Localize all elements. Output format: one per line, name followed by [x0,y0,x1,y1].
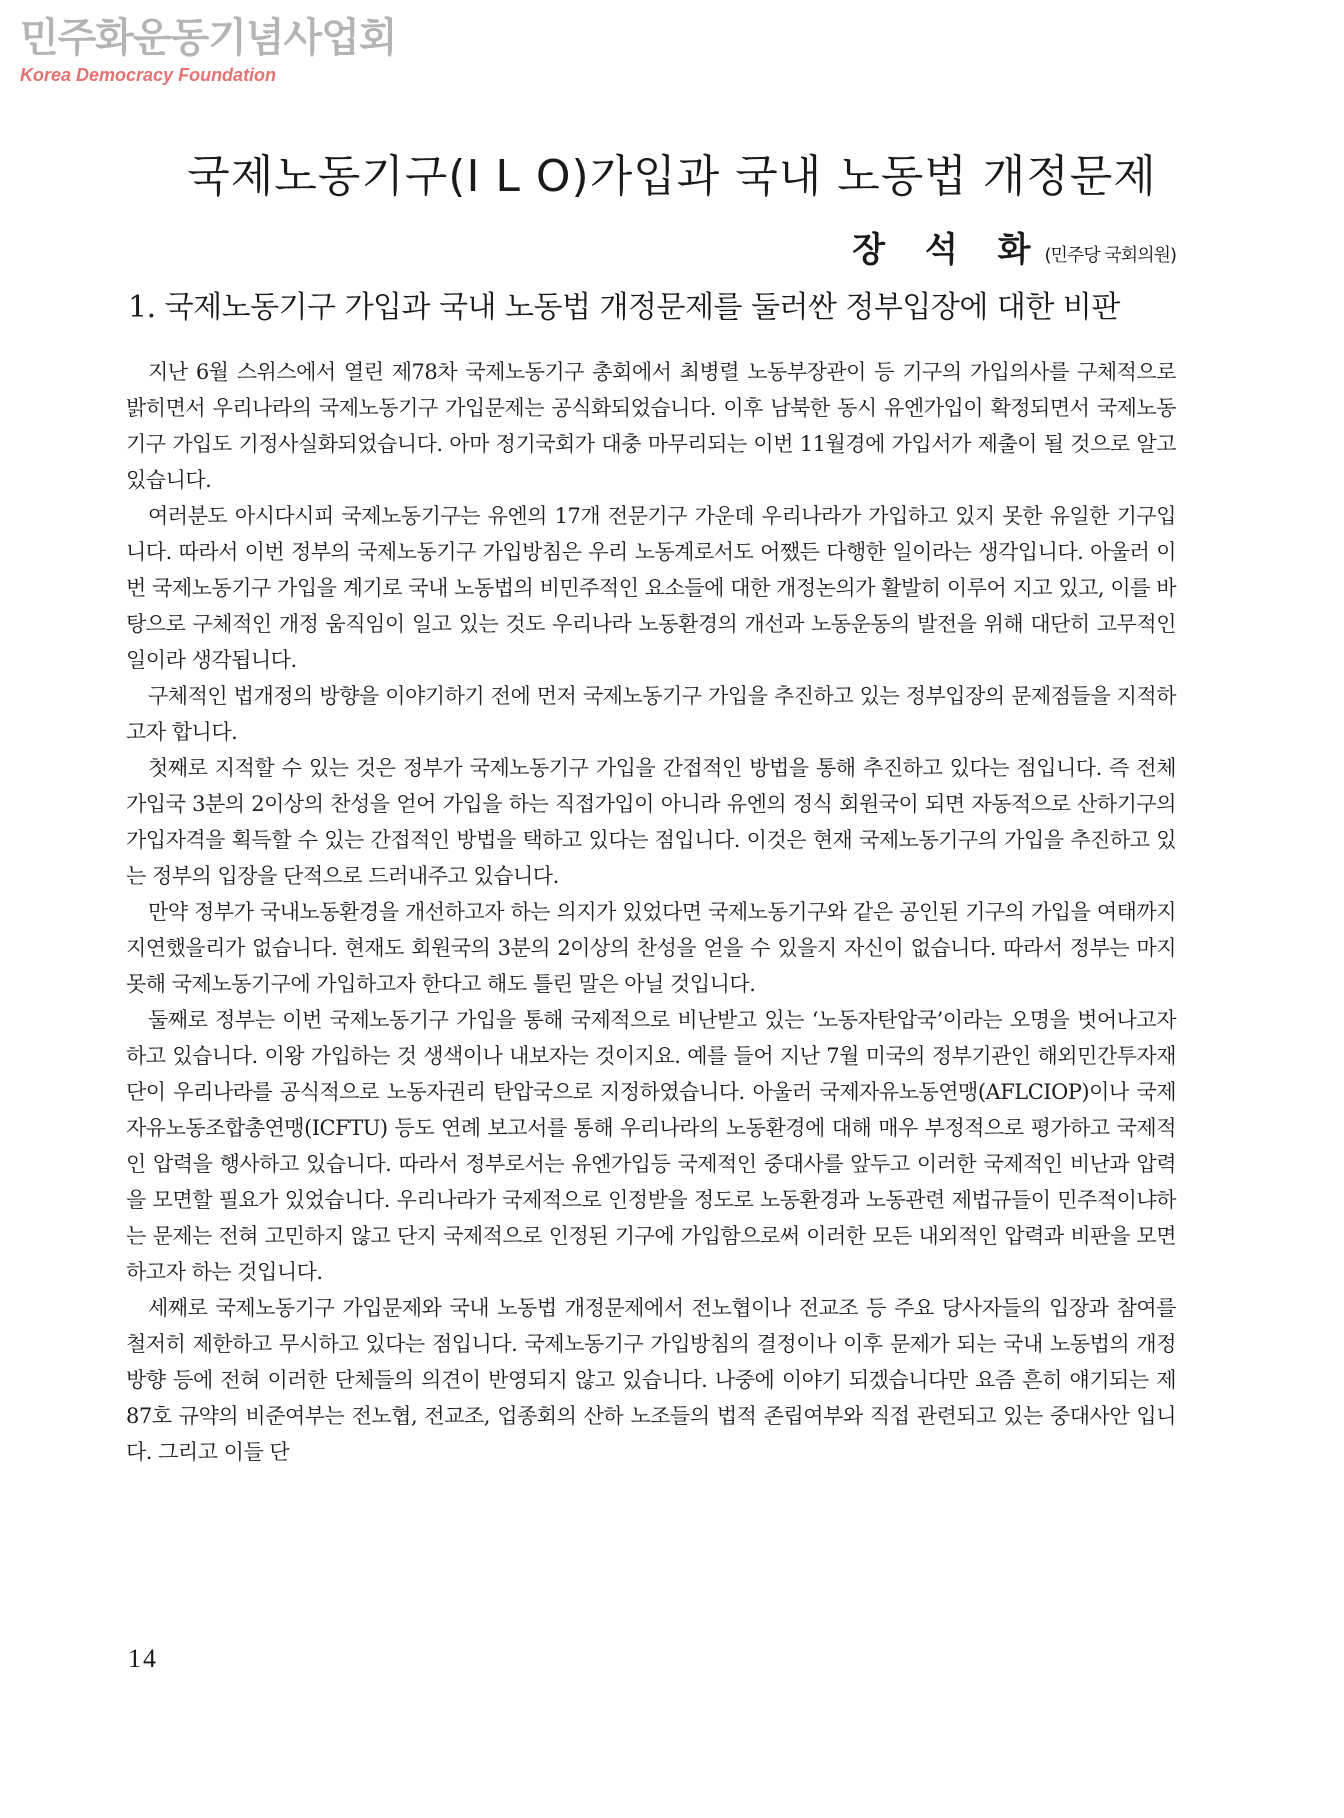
paragraph: 지난 6월 스위스에서 열린 제78차 국제노동기구 총회에서 최병렬 노동부장관이 등 기구의 가입의사를 구체적으로 밝히면서 우리나라의 국제노동기구 가입문제는 공식화되었습니다. 이후 남북한 동시 유엔가입이 확정되면서 국제노동기구 가입도 기정사실화되었습니다. 아마 정기국회가 대충 마무리되는 이번 11월경에 가입서가 제출이 될 것으로 알고 있습니다. [126,360,1176,492]
paragraph: 세째로 국제노동기구 가입문제와 국내 노동법 개정문제에서 전노협이나 전교조 등 주요 당사자들의 입장과 참여를 철저히 제한하고 무시하고 있다는 점입니다. 국제노동기구 가입방침의 결정이나 이후 문제가 되는 국내 노동법의 개정방향 등에 전혀 이러한 단체들의 의견이 반영되지 않고 있습니다. 나중에 이야기 되겠습니다만 요즘 흔히 얘기되는 제87호 규약의 비준여부는 전노협, 전교조, 업종회의 산하 노조들의 법적 존립여부와 직접 관련되고 있는 중대사안 입니다. 그리고 이들 단 [126,1296,1176,1464]
paragraph: 구체적인 법개정의 방향을 이야기하기 전에 먼저 국제노동기구 가입을 추진하고 있는 정부입장의 문제점들을 지적하고자 합니다. [126,684,1176,744]
section-heading: 1. 국제노동기구 가입과 국내 노동법 개정문제를 둘러싼 정부입장에 대한 비판 [128,290,1120,325]
article-body [126,354,1176,1470]
paragraph: 만약 정부가 국내노동환경을 개선하고자 하는 의지가 있었다면 국제노동기구와 같은 공인된 기구의 가입을 여태까지 지연했을리가 없습니다. 현재도 회원국의 3분의 2이상의 찬성을 얻을 수 있을지 자신이 없습니다. 따라서 정부는 마지못해 국제노동기구에 가입하고자 한다고 해도 틀린 말은 아닐 것입니다. [126,900,1176,996]
author-name: 장 석 화 [852,230,1045,270]
article-title: 국제노동기구(I L O)가입과 국내 노동법 개정문제 [187,151,1157,202]
foundation-watermark [20,14,396,86]
watermark-korean: 민주화운동기념사업회 [20,14,397,61]
author-affiliation: (민주당 국회의원) [1044,245,1176,266]
paragraph: 첫째로 지적할 수 있는 것은 정부가 국제노동기구 가입을 간접적인 방법을 통해 추진하고 있다는 점입니다. 즉 전체가입국 3분의 2이상의 찬성을 얻어 가입을 하는 직접가입이 아니라 유엔의 정식 회원국이 되면 자동적으로 산하기구의 가입자격을 획득할 수 있는 간접적인 방법을 택하고 있다는 점입니다. 이것은 현재 국제노동기구의 가입을 추진하고 있는 정부의 입장을 단적으로 드러내주고 있습니다. [126,756,1176,888]
page-number: 14 [128,1644,158,1673]
paragraph: 둘째로 정부는 이번 국제노동기구 가입을 통해 국제적으로 비난받고 있는 ‘노동자탄압국’이라는 오명을 벗어나고자 하고 있습니다. 이왕 가입하는 것 생색이나 내보자는 것이지요. 예를 들어 지난 7월 미국의 정부기관인 해외민간투자재단이 우리나라를 공식적으로 노동자권리 탄압국으로 지정하였습니다. 아울러 국제자유노동연맹(AFLCIOP)이나 국제자유노동조합총연맹(ICFTU) 등도 연례 보고서를 통해 우리나라의 노동환경에 대해 매우 부정적으로 평가하고 국제적인 압력을 행사하고 있습니다. 따라서 정부로서는 유엔가입등 국제적인 중대사를 앞두고 이러한 국제적인 비난과 압력을 모면할 필요가 있었습니다. 우리나라가 국제적으로 인정받을 정도로 노동환경과 노동관련 제법규들이 민주적이냐하는 문제는 전혀 고민하지 않고 단지 국제적으로 인정된 기구에 가입함으로써 이러한 모든 내외적인 압력과 비판을 모면하고자 하는 것입니다. [126,1008,1176,1284]
watermark-english: Korea Democracy Foundation [20,65,277,85]
paragraph: 여러분도 아시다시피 국제노동기구는 유엔의 17개 전문기구 가운데 우리나라가 가입하고 있지 못한 유일한 기구입니다. 따라서 이번 정부의 국제노동기구 가입방침은 우리 노동계로서도 어쨌든 다행한 일이라는 생각입니다. 아울러 이번 국제노동기구 가입을 계기로 국내 노동법의 비민주적인 요소들에 대한 개정논의가 활발히 이루어 지고 있고, 이를 바탕으로 구체적인 개정 움직임이 일고 있는 것도 우리나라 노동환경의 개선과 노동운동의 발전을 위해 대단히 고무적인 일이라 생각됩니다. [126,504,1176,672]
author-line [852,222,1176,271]
